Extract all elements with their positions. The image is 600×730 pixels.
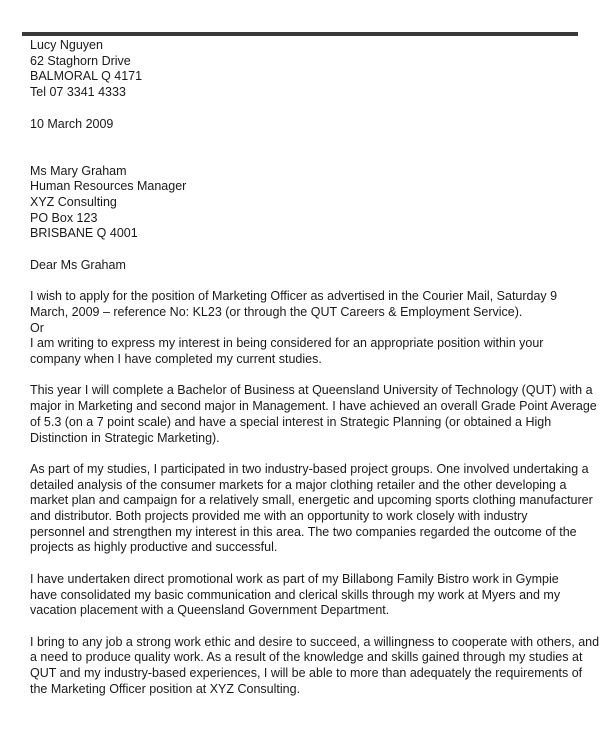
paragraph-line: a need to produce quality work. As a result of the knowledge and skills gained through my studies at bbox=[30, 650, 583, 665]
paragraph-line: major in Marketing and second major in Management. I have achieved an overall Grade Point Average bbox=[30, 399, 597, 414]
recipient-address bbox=[30, 164, 570, 243]
sender-suburb: BALMORAL Q 4171 bbox=[30, 69, 143, 84]
paragraph-line: personnel and strengthen my interest in this area. The two companies regarded the outcome of the bbox=[30, 524, 577, 539]
recipient-company: XYZ Consulting bbox=[30, 195, 117, 209]
recipient-city: BRISBANE Q 4001 bbox=[30, 226, 138, 241]
paragraph-line: projects as highly productive and successful. bbox=[30, 540, 278, 555]
paragraph-line: I bring to any job a strong work ethic and desire to succeed, a willingness to cooperate with others, and bbox=[30, 634, 600, 649]
paragraph-line: the Marketing Officer position at XYZ Consulting. bbox=[30, 681, 301, 696]
paragraph-1 bbox=[30, 289, 570, 368]
paragraph-line: Distinction in Strategic Marketing). bbox=[30, 430, 220, 445]
sender-street: 62 Staghorn Drive bbox=[30, 53, 131, 68]
letter-body bbox=[30, 38, 600, 697]
salutation: Dear Ms Graham bbox=[30, 257, 126, 272]
paragraph-line: As part of my studies, I participated in two industry-based project groups. One involved undertaking a bbox=[30, 461, 589, 476]
letter-date: 10 March 2009 bbox=[30, 116, 114, 131]
sender-phone: Tel 07 3341 4333 bbox=[30, 85, 126, 100]
paragraph-line: market plan and campaign for a relatively small, energetic and upcoming sports clothing manufacturer bbox=[30, 493, 593, 508]
paragraph-line: QUT and my industry-based experiences, I will be able to more than adequately the requirements of bbox=[30, 666, 583, 680]
sender-name: Lucy Nguyen bbox=[30, 38, 103, 52]
paragraph-line: I wish to apply for the position of Marketing Officer as advertised in the Courier Mail, Saturday 9 bbox=[30, 289, 558, 304]
paragraph-line: have consolidated my basic communication and clerical skills through my work at Myers and my bbox=[30, 587, 561, 602]
sender-address bbox=[30, 38, 570, 101]
paragraph-line: and distributor. Both projects provided me with an opportunity to work closely with industry bbox=[30, 509, 528, 523]
paragraph-5 bbox=[30, 634, 600, 698]
recipient-title: Human Resources Manager bbox=[30, 179, 187, 194]
paragraph-line: of 5.3 (on a 7 point scale) and have a special interest in Strategic Planning (or obtained a High bbox=[30, 414, 552, 429]
paragraph-2 bbox=[30, 383, 597, 446]
paragraph-line: vacation placement with a Queensland Government Department. bbox=[30, 603, 390, 618]
paragraph-3 bbox=[30, 461, 593, 556]
paragraph-line: March, 2009 – reference No: KL23 (or through the QUT Careers & Employment Service). bbox=[30, 304, 523, 319]
paragraph-line: This year I will complete a Bachelor of Business at Queensland University of Technology (QUT) with a bbox=[30, 383, 593, 398]
paragraph-line: I have undertaken direct promotional work as part of my Billabong Family Bistro work in Gympie bbox=[30, 571, 559, 586]
header-rule bbox=[22, 32, 578, 36]
paragraph-line: company when I have completed my current studies. bbox=[30, 352, 322, 366]
recipient-po-box: PO Box 123 bbox=[30, 210, 98, 225]
paragraph-4 bbox=[30, 572, 570, 619]
paragraph-line: I am writing to express my interest in being considered for an appropriate position within your bbox=[30, 336, 544, 351]
recipient-name: Ms Mary Graham bbox=[30, 163, 127, 178]
paragraph-line: Or bbox=[30, 320, 44, 335]
paragraph-line: detailed analysis of the consumer markets for a major clothing retailer and the other developing a bbox=[30, 477, 567, 492]
